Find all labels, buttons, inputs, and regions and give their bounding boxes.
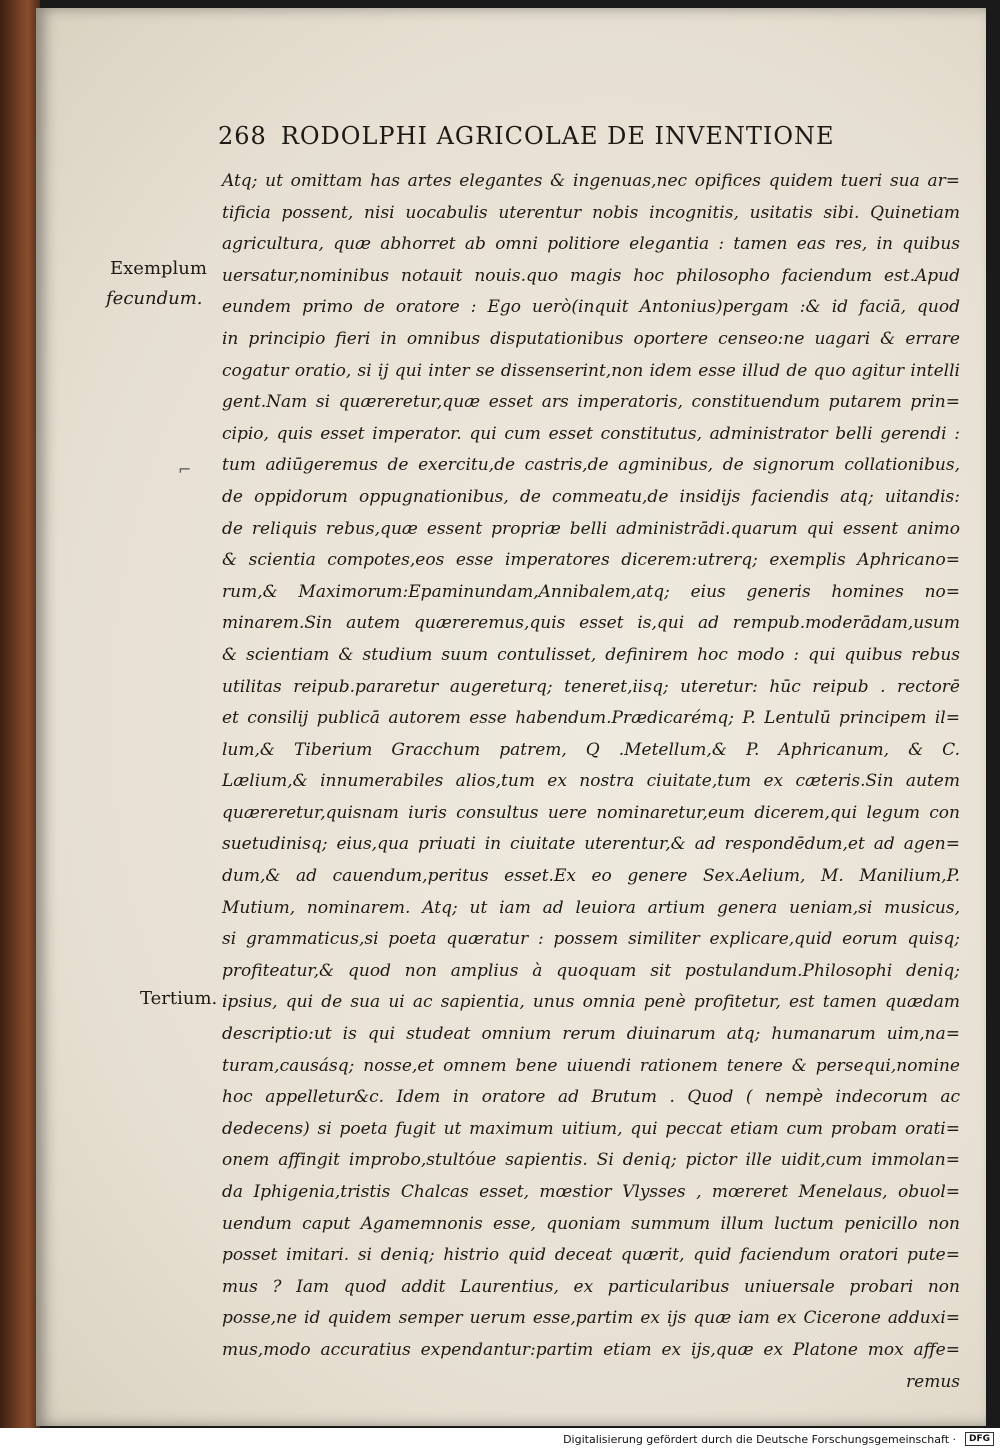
footer-credit: Digitalisierung gefördert durch die Deutsche Forschungsgemeinschaft · bbox=[563, 1433, 956, 1446]
text-line: utilitas reipub.pararetur augereturq; teneret,iisq; uteretur: hūc reipub . rectorē bbox=[222, 676, 960, 697]
text-line: tum adiūgeremus de exercitu,de castris,de agminibus, de signorum collationibus, bbox=[222, 455, 960, 476]
text-line: descriptio:ut is qui studeat omnium rerum diuinarum atq; humanarum uim,na= bbox=[222, 1024, 960, 1045]
text-line: cipio, quis esset imperator. qui cum esset constitutus, administrator belli gerendi : bbox=[222, 423, 960, 444]
text-line: profiteatur,& quod non amplius à quoquam sit postulandum.Philosophi deniq; bbox=[222, 960, 960, 981]
text-line: quæreretur,quisnam iuris consultus uere nominaretur,eum dicerem,qui legum con bbox=[222, 802, 960, 823]
text-line: lum,& Tiberium Gracchum patrem, Q .Metellum,& P. Aphricanum, & C. bbox=[222, 739, 960, 760]
text-line: & scientiam & studium suum contulisset, definirem hoc modo : qui quibus rebus bbox=[222, 644, 960, 665]
text-line: da Iphigenia,tristis Chalcas esset, mœstior Vlysses , mœreret Menelaus, obuol= bbox=[222, 1182, 960, 1202]
text-line: turam,causásq; nosse,et omnem bene uiuendi rationem tenere & persequi,nomine bbox=[222, 1055, 960, 1076]
running-header bbox=[218, 122, 835, 150]
book-spine-edge bbox=[0, 0, 40, 1430]
text-line: mus,modo accuratius expendantur:partim etiam ex ijs,quæ ex Platone mox affe= bbox=[222, 1339, 960, 1360]
text-line: & scientia compotes,eos esse imperatores dicerem:utrerq; exemplis Aphricano= bbox=[222, 550, 960, 571]
text-line: dedecens) si poeta fugit ut maximum uitium, qui peccat etiam cum probam orati= bbox=[222, 1118, 960, 1139]
margin-note-exemplum: Exemplum bbox=[110, 258, 207, 279]
page-number: 268 bbox=[218, 122, 267, 150]
text-line: minarem.Sin autem quæreremus,quis esset is,qui ad rempub.moderādam,usum bbox=[222, 613, 960, 634]
text-line: onem affingit improbo,stultóue sapientis. Si deniq; pictor ille uidit,cum immolan= bbox=[222, 1150, 960, 1171]
text-line: tificia possent, nisi uocabulis uterentur nobis incognitis, usitatis sibi. Quinetiam bbox=[222, 202, 960, 223]
text-line: hoc appelletur&c. Idem in oratore ad Brutum . Quod ( nempè indecorum ac bbox=[222, 1087, 960, 1108]
body-text bbox=[222, 166, 960, 1398]
text-line: et consilij publicā autorem esse habendum.Prædicarémq; P. Lentulū principem il= bbox=[222, 708, 960, 729]
text-line: uendum caput Agamemnonis esse, quoniam summum illum luctum penicillo non bbox=[222, 1213, 960, 1234]
text-line: gent.Nam si quæreretur,quæ esset ars imperatoris, constituendum putarem prin= bbox=[222, 392, 960, 413]
text-line: Atq; ut omittam has artes elegantes & ingenuas,nec opifices quidem tueri sua ar= bbox=[222, 171, 960, 191]
text-line: rum,& Maximorum:Epaminundam,Annibalem,atq; eius generis homines no= bbox=[222, 581, 960, 602]
text-line: de oppidorum oppugnationibus, de commeatu,de insidijs faciendis atq; uitandis: bbox=[222, 486, 960, 507]
text-line: agricultura, quæ abhorret ab omni politiore elegantia : tamen eas res, in quibus bbox=[222, 234, 960, 255]
text-line: suetudinisq; eius,qua priuati in ciuitate uterentur,& ad respondēdum,et ad agen= bbox=[222, 834, 960, 855]
text-line: cogatur oratio, si ij qui inter se dissenserint,non idem esse illud de quo agitur intelli bbox=[222, 360, 960, 381]
footer-bar bbox=[0, 1428, 1000, 1452]
running-title: RODOLPHI AGRICOLAE DE INVENTIONE bbox=[280, 122, 835, 150]
margin-mark: ⌐ bbox=[178, 460, 192, 479]
margin-note-tertium: Tertium. bbox=[140, 988, 218, 1009]
text-line: in principio fieri in omnibus disputationibus oportere censeo:ne uagari & errare bbox=[222, 328, 960, 349]
catchword: remus bbox=[906, 1371, 960, 1392]
text-line: dum,& ad cauendum,peritus esset.Ex eo genere Sex.Aelium, M. Manilium,P. bbox=[222, 866, 960, 887]
text-line: Lælium,& innumerabiles alios,tum ex nostra ciuitate,tum ex cæteris.Sin autem bbox=[222, 771, 960, 792]
text-line: posset imitari. si deniq; histrio quid deceat quærit, quid faciendum oratori pute= bbox=[222, 1245, 960, 1266]
text-line: posse,ne id quidem semper uerum esse,partim ex ijs quæ iam ex Cicerone adduxi= bbox=[222, 1308, 960, 1329]
text-line: eundem primo de oratore : Ego uerò(inquit Antonius)pergam :& id faciā, quod bbox=[222, 297, 960, 318]
text-line: de reliquis rebus,quæ essent propriæ belli administrādi.quarum qui essent animo bbox=[222, 518, 960, 539]
text-line: Mutium, nominarem. Atq; ut iam ad leuiora artium genera ueniam,si musicus, bbox=[222, 897, 960, 918]
margin-note-secundum: fecundum. bbox=[106, 288, 203, 309]
text-line: uersatur,nominibus notauit nouis.quo magis hoc philosopho faciendum est.Apud bbox=[222, 265, 960, 286]
text-line: ipsius, qui de sua ui ac sapientia, unus omnia penè profitetur, est tamen quædam bbox=[222, 992, 960, 1013]
dfg-logo: DFG bbox=[965, 1432, 994, 1446]
text-line: si grammaticus,si poeta quæratur : possem similiter explicare,quid eorum quisq; bbox=[222, 929, 960, 950]
text-line: mus ? Iam quod addit Laurentius, ex particularibus uniuersale probari non bbox=[222, 1276, 960, 1297]
